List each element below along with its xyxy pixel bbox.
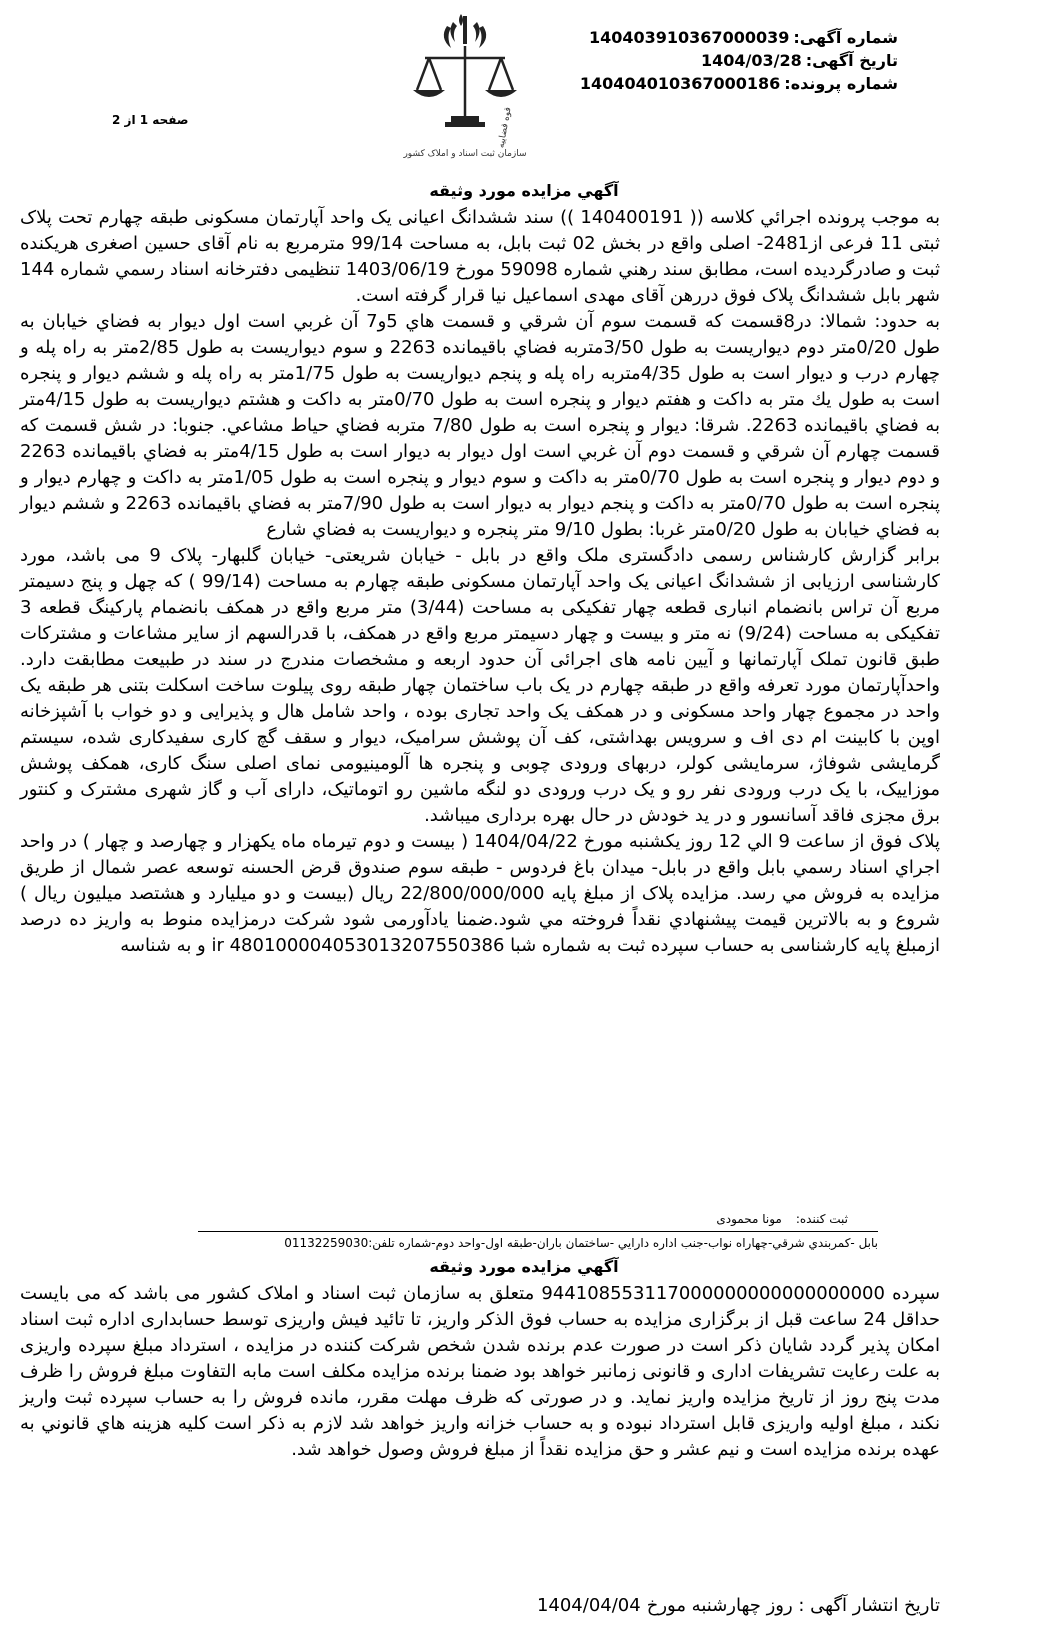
notice1-paragraph-2: به حدود: شمالا: در8قسمت كه قسمت سوم آن شرقي و قسمت هاي 5و7 آن غربي است اول ديوار به فضاي خيابان به طول 0/20متر دوم ديواريست به طول 3/50متربه فضاي باقيمانده 2263 و سوم ديواريست به طول 2/85متر به راه پله و چهارم درب و ديوار است به طول 4/35متربه راه پله و پنجم ديواريست به طول 1/75متر به راه پله و ششم ديوار و پنجره است به طول يك متر به داكت و هفتم ديوار و پنجره است به طول 0/70متر به داكت و هشتم ديواريست به طول 4/15متر به فضاي باقيمانده 2263. شرقا: ديوار و پنجره است به طول 7/80 متربه فضاي حياط مشاعي. جنوبا: در شش قسمت كه قسمت چهارم آن شرقي و قسمت دوم آن غربي است اول ديوار به ديوار است به طول 4/15متر به فضاي باقيمانده 2263 و دوم ديوار و پنجره است به طول 0/70متر به داكت و سوم ديوار و پنجره است به طول 1/05متر به داكت و چهارم ديوار و پنجره است به طول 0/70متر به داكت و پنجم ديوار به ديوار است به طول 7/90متر به فضاي باقيمانده 2263 و ششم ديوار به فضاي خيابان به طول 0/20متر غربا: بطول 9/10 متر پنجره و ديواريست به فضاي شارع	[20, 311, 941, 540]
publish-date: 1404/04/04	[536, 1595, 641, 1616]
notice2-body	[20, 1281, 940, 1463]
ad-date-row	[576, 49, 898, 72]
ad-meta	[576, 26, 898, 95]
footer-divider	[198, 1231, 878, 1232]
publish-date-row	[531, 1595, 940, 1616]
notice1-paragraph-1: به موجب پرونده اجرائي كلاسه (( 140400191 )) سند ششدانگ اعيانی يک واحد آپارتمان مسکونی طبقه چهارم تحت پلاک ثبتی 11 فرعی از2481- اصلی واقع در بخش 02 ثبت بابل، به مساحت 99/14 مترمربع به نام آقای حسين اصغری هريکنده ثبت و صادرگرديده است، مطابق سند رهني شماره 59098 مورخ 1403/06/19 تنظيمی دفترخانه اسناد رسمي شماره 144 شهر بابل ششدانگ پلاک فوق دررهن آقای مهدی اسماعيل نيا قرار گرفته است.	[20, 207, 940, 306]
emblem-text: قوه قضاییه	[496, 106, 514, 149]
page-header	[0, 0, 1048, 190]
publish-label: تاريخ انتشار آگهی : روز چهارشنبه مورخ	[646, 1595, 940, 1616]
ad-date: 1404/03/28	[700, 51, 802, 70]
ad-number-row	[576, 26, 898, 49]
notice1-paragraph-3: برابر گزارش کارشناس رسمی دادگستری ملک واقع در بابل - خيابان شريعتی- خيابان گلبهار- پلاک 9 می باشد، مورد کارشناسی ارزيابی از ششدانگ اعيانی يک واحد آپارتمان مسکونی طبقه چهارم به مساحت (99/14 ) که چهل و پنج دسيمتر مربع آن تراس بانضمام انباری قطعه چهار تفکيکی به مساحت (3/44) متر مربع واقع در همکف بانضمام پارکينگ قطعه 3 تفکيکی به مساحت (9/24) نه متر و بيست و چهار دسيمتر مربع واقع در همکف، با قدرالسهم از ساير مشاعات و مشترکات طبق قانون تملک آپارتمانها و آيين نامه های اجرائی آن حدود اربعه و مشخصات مندرج در سند در طبيعت مطابقت دارد. واحدآپارتمان مورد تعرفه واقع در طبقه چهارم در يک باب ساختمان چهار طبقه روی پيلوت ساخت اسکلت بتنی هر طبقه يک واحد در مجموع چهار واحد مسکونی و در همکف يک واحد تجاری بوده ، واحد شامل هال و پذيرايی و دو خواب با آشپزخانه اوپن با کابينت ام دی اف و سرويس بهداشتی، کف آن پوشش سراميک، ديوار و سقف گچ کاری سفيدکاری شده، سيستم گرمايشی شوفاژ، سرمايشی کولر، دربهای ورودی چوبی و پنجره ها آلومينيومی نمای اصلی سنگ کاری، همکف پوشش موزاييک، با يک درب ورودی نفر رو و يک درب ورودی دو لنگه ماشين رو اتوماتيک، دارای آب و گاز شهری مشترک و کنتور برق مجزی فاقد آسانسور و در يد خودش در حال بهره برداری ميباشد.	[20, 545, 941, 826]
file-number: 140404010367000186	[579, 74, 781, 93]
ad-number: 140403910367000039	[588, 28, 790, 47]
page-label: صفحه 1 از 2	[112, 113, 189, 127]
file-number-row	[576, 72, 898, 95]
file-number-label: شماره پرونده:	[784, 74, 898, 93]
emblem-subtext: سازمان ثبت اسناد و املاک کشور	[403, 149, 527, 159]
recorder	[702, 1212, 848, 1226]
office-address: بابل -كمربندي شرقي-چهاراه نواب-جنب اداره دارايي -ساختمان باران-طبقه اول-واحد دوم-شماره تلفن:01132259030	[284, 1236, 878, 1250]
judiciary-emblem-icon	[395, 8, 535, 163]
notice2-title: آگهي مزايده مورد وثيقه	[429, 1257, 619, 1276]
ad-number-label: شماره آگهی:	[793, 28, 898, 47]
recorder-label: ثبت کننده:	[795, 1212, 848, 1226]
notice1-paragraph-4: پلاک فوق از ساعت 9 الي 12 روز يكشنبه مورخ 1404/04/22 ( بيست و دوم تيرماه ماه يکهزار و چهارصد و چهار ) در واحد اجراي اسناد رسمي بابل واقع در بابل- ميدان باغ فردوس - طبقه سوم صندوق قرض الحسنه توسعه عصر شمال از طريق مزايده به فروش مي رسد. مزايده پلاک از مبلغ پايه 22/800/000/000 ريال (بيست و دو ميليارد و هشتصد ميليون ريال ) شروع و به بالاترين قيمت پيشنهادي نقداً فروخته مي شود.ضمنا يادآورمی شود شرکت درمزايده منوط به واريز ده درصد ازمبلغ پايه کارشناسی به حساب سپرده ثبت به شماره شبا ir 480100004053013207550386 و به شناسه	[20, 831, 940, 956]
notice2-paragraph-1: سپرده 944108553117000000000000000000 متعلق به سازمان ثبت اسناد و املاک کشور می باشد که می بايست حداقل 24 ساعت قبل از برگزاری مزايده به حساب فوق الذکر واريز، تا تائيد فيش واريزی توسط حسابداری اداره ثبت اسناد امکان پذير گردد شايان ذکر است در صورت عدم برنده شدن شخص شرکت کننده در مزايده ، استرداد مبلغ سپرده واريزی به علت رعايت تشريفات اداری و قانونی زمانبر خواهد بود ضمنا برنده مزايده مکلف است مابه التفاوت مبلغ فروش را ظرف مدت پنج روز از تاريخ مزايده واريز نمايد. و در صورتی که ظرف مهلت مقرر، مانده فروش را به حساب سپرده ثبت واريز نکند ، مبلغ اوليه واريزی قابل استرداد نبوده و به حساب خزانه واريز خواهد شد لازم به ذکر است کليه هزينه هاي قانوني به عهده برنده مزايده است و نيم عشر و حق مزايده نقداً از مبلغ فروش وصول خواهد شد.	[20, 1283, 940, 1460]
recorder-name: مونا محمودی	[716, 1212, 782, 1226]
ad-date-label: تاریخ آگهی:	[805, 51, 898, 70]
notice1-body	[20, 205, 940, 959]
notice1-title: آگهي مزايده مورد وثيقه	[429, 181, 619, 200]
